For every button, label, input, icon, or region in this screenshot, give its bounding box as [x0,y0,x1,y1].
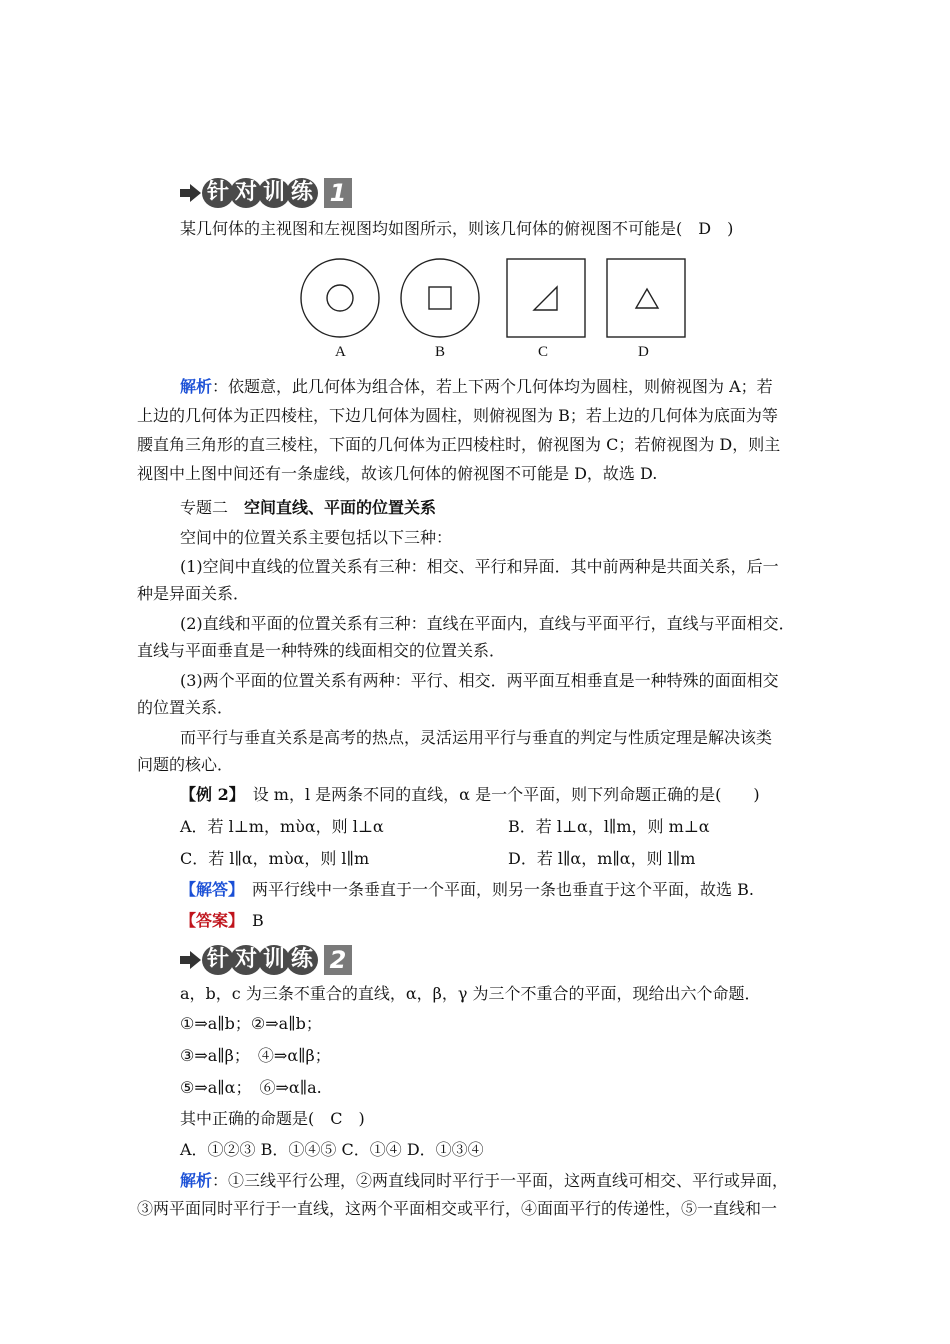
analysis-line: 视图中上图中间还有一条虚线，故该几何体的俯视图不可能是 D，故选 D. [137,464,658,483]
topic-intro: 空间中的位置关系主要包括以下三种： [180,528,453,547]
banner-number: 1 [324,178,352,208]
banner-char: 训 [258,178,290,208]
banner-char: 训 [258,945,290,975]
banner-char: 练 [286,945,318,975]
figure-label-d: D [638,344,649,360]
option-c-figure [507,259,585,337]
proposition-line: ⑤⇒a∥α； ⑥⇒α∥a. [180,1078,322,1097]
option-c: C．若 l∥α，mὺα，则 l∥m [180,849,370,868]
option-a: A．若 l⊥m，mὺα，则 l⊥α [180,817,384,836]
example-question: 【例 2】 设 m，l 是两条不同的直线，α 是一个平面，则下列命题正确的是( ) [180,785,760,804]
banner-number: 2 [324,945,352,975]
analysis-tag: 解析 [180,377,213,396]
banner-char: 针 [202,945,234,975]
solution-line: 【解答】 两平行线中一条垂直于一个平面，则另一条也垂直于这个平面，故选 B. [180,880,754,899]
paragraph-line: 种是异面关系． [137,584,250,603]
paragraph-line: (1)空间中直线的位置关系有三种：相交、平行和异面．其中前两种是共面关系，后一 [180,557,779,576]
paragraph-line: 而平行与垂直关系是高考的热点，灵活运用平行与垂直的判定与性质定理是解决该类 [180,728,773,747]
figure-label-b: B [435,344,446,360]
paragraph-line: 直线与平面垂直是一种特殊的线面相交的位置关系． [137,641,506,660]
question-text: 某几何体的主视图和左视图均如图所示，则该几何体的俯视图不可能是( D ) [180,219,734,238]
answer-tag: 【答案】 [180,911,237,930]
analysis-line: 腰直角三角形的直三棱柱，下面的几何体为正四棱柱时，俯视图为 C；若俯视图为 D，则主 [137,435,781,454]
section2-options: A．①②③ B．①④⑤ C．①④ D．①③④ [180,1140,484,1159]
arrow-right-icon [180,949,202,971]
practice-banner-2 [180,945,352,975]
solution-tag: 【解答】 [180,880,237,899]
analysis-line: 解析：依题意，此几何体为组合体，若上下两个几何体均为圆柱，则俯视图为 A；若 [180,377,773,396]
example-tag: 【例 2】 [180,785,237,804]
banner-char: 针 [202,178,234,208]
option-d-figure [607,259,685,337]
banner-char: 对 [230,178,262,208]
proposition-line: ①⇒a∥b；②⇒a∥b； [180,1014,322,1033]
analysis-tag: 解析 [180,1171,213,1190]
paragraph-line: (2)直线和平面的位置关系有三种：直线在平面内，直线与平面平行，直线与平面相交． [180,614,795,633]
banner-char: 练 [286,178,318,208]
option-b: B．若 l⊥α，l∥m，则 m⊥α [508,817,710,836]
option-a-figure [301,259,379,337]
paragraph-line: 的位置关系． [137,698,234,717]
paragraph-line: (3)两个平面的位置关系有两种：平行、相交．两平面互相垂直是一种特殊的面面相交 [180,671,779,690]
analysis-line: 解析：①三线平行公理，②两直线同时平行于一平面，这两直线可相交、平行或异面， [180,1171,789,1190]
arrow-right-icon [180,182,202,204]
answer-line: 【答案】 B [180,911,264,930]
practice-banner-1 [180,178,352,208]
figure-label-a: A [335,344,346,360]
option-b-figure [401,259,479,337]
option-d: D．若 l∥α，m∥α，则 l∥m [508,849,696,868]
section2-question: 其中正确的命题是( C ) [180,1109,365,1128]
section2-intro: a，b，c 为三条不重合的直线，α，β，γ 为三个不重合的平面，现给出六个命题． [180,984,761,1003]
proposition-line: ③⇒a∥β； ④⇒α∥β； [180,1046,331,1065]
analysis-line: 上边的几何体为正四棱柱，下边几何体为圆柱，则俯视图为 B；若上边的几何体为底面为等 [137,406,778,425]
topic-heading: 专题二 空间直线、平面的位置关系 [180,498,437,517]
figure-label-c: C [538,344,549,360]
analysis-line: ③两平面同时平行于一直线，这两个平面相交或平行，④面面平行的传递性，⑤一直线和一 [137,1199,778,1218]
banner-char: 对 [230,945,262,975]
paragraph-line: 问题的核心． [137,755,234,774]
